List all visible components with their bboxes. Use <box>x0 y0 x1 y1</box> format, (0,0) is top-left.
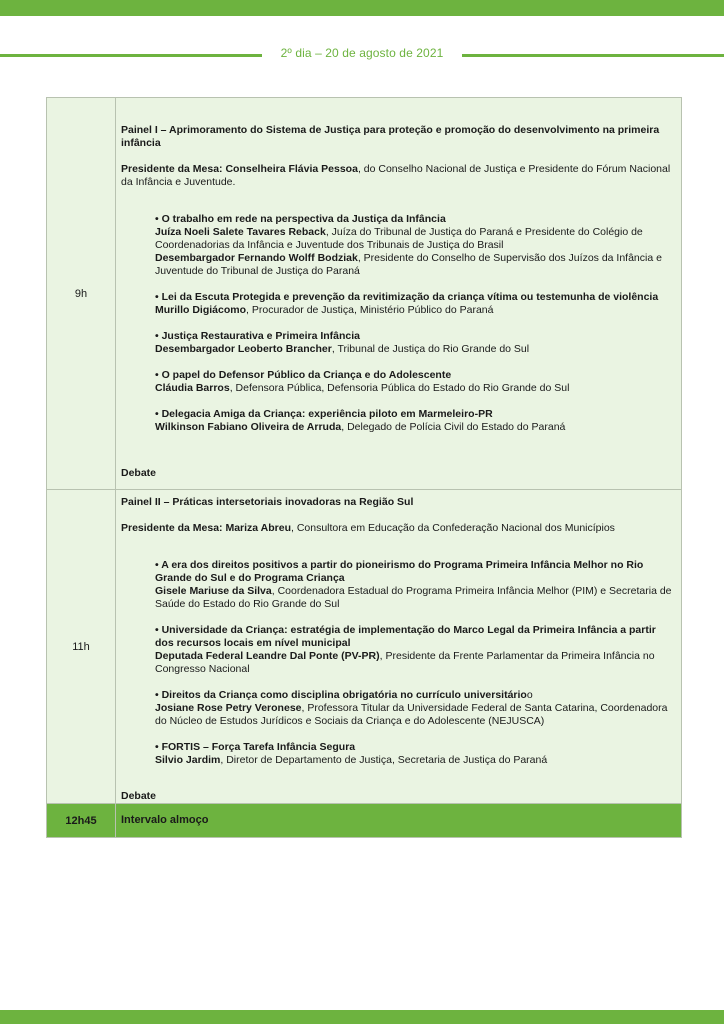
speaker-desc: , Diretor de Departamento de Justiça, Secretaria de Justiça do Paraná <box>220 754 548 766</box>
talk-item: • Universidade da Criança: estratégia de implementação do Marco Legal da Primeira Infância a partir dos recursos locais em nível municipal Deputada Federal Leandre Dal Ponte (PV-PR), Presidente da Frente Parlamentar da Primeira Infância no Congresso Nacional <box>155 624 656 675</box>
talk-item: • FORTIS – Força Tarefa Infância Segura Silvio Jardim, Diretor de Departamento de Justiça, Secretaria de Justiça do Paraná <box>155 741 548 766</box>
talk-title: A era dos direitos positivos a partir do pioneirismo do Programa Primeira Infância Melhor no Rio Grande do Sul e do Programa Criança <box>155 559 644 584</box>
talk-list <box>121 213 673 434</box>
bottom-accent-bar <box>0 1010 724 1024</box>
talk-title-tail: o <box>526 689 533 701</box>
top-accent-bar <box>0 0 724 16</box>
speaker-desc: , Juíza do Tribunal de Justiça do Paraná e Presidente do Colégio de Coordenadorias da Infância e Juventude dos Tribunais de Justiça do Brasil <box>155 225 643 251</box>
talk-title: Universidade da Criança: estratégia de implementação do Marco Legal da Primeira Infância a partir dos recursos locais em nível municipal <box>155 624 656 649</box>
speaker-desc: , Presidente do Conselho de Supervisão dos Juízos da Infância e Juventude do Tribunal de Justiça do Paraná <box>155 251 662 277</box>
president-desc: , Consultora em Educação da Confederação Nacional dos Municípios <box>291 522 615 534</box>
president-name: Presidente da Mesa: Conselheira Flávia Pessoa <box>121 162 358 175</box>
panel-president <box>121 163 673 189</box>
talk-item: • O trabalho em rede na perspectiva da Justiça da Infância Juíza Noeli Salete Tavares Reback, Juíza do Tribunal de Justiça do Paraná e Presidente do Colégio de Coordenadorias da Infância e Juventude dos Tribunais de Justiça do Brasil Desembargador Fernando Wolff Bodziak, Presidente do Conselho de Supervisão dos Juízos da Infância e Juventude do Tribunal de Justiça do Paraná <box>155 212 662 277</box>
schedule-row-panel-2 <box>47 490 682 804</box>
header-rule-left <box>0 54 262 57</box>
page-header-date: 2º dia – 20 de agosto de 2021 <box>280 46 444 60</box>
lunch-time: 12h45 <box>47 804 116 838</box>
talk-item: • Justiça Restaurativa e Primeira Infância Desembargador Leoberto Brancher, Tribunal de Justiça do Rio Grande do Sul <box>155 329 530 355</box>
speaker-desc: , Defensora Pública, Defensoria Pública do Estado do Rio Grande do Sul <box>229 381 570 394</box>
speaker-desc: , Coordenadora Estadual do Programa Primeira Infância Melhor (PIM) e Secretaria de Saúde do Estado do Rio Grande do Sul <box>155 585 672 610</box>
talk-item: • Lei da Escuta Protegida e prevenção da revitimização da criança vítima ou testemunha de violência Murillo Digiácomo, Procurador de Justiça, Ministério Público do Paraná <box>155 290 659 316</box>
speaker-desc: , Presidente da Frente Parlamentar da Primeira Infância no Congresso Nacional <box>155 650 655 675</box>
speaker-name: Silvio Jardim <box>155 754 221 766</box>
panel-title: Painel II – Práticas intersetoriais inovadoras na Região Sul <box>121 496 414 508</box>
schedule-row-panel-1 <box>47 98 682 490</box>
talk-item: • Direitos da Criança como disciplina obrigatória no currículo universitárioo Josiane Rose Petry Veronese, Professora Titular da Universidade Federal de Santa Catarina, Coordenadora do Núcleo de Estudos Jurídicos e Sociais da Criança e do Adolescente (NEJUSCA) <box>155 689 668 727</box>
schedule-table <box>46 97 682 838</box>
panel-title: Painel I – Aprimoramento do Sistema de Justiça para proteção e promoção do desenvolvimento na primeira infância <box>121 123 660 149</box>
lunch-label: Intervalo almoço <box>116 804 682 838</box>
row-content <box>116 98 682 490</box>
talk-list <box>121 559 673 767</box>
president-desc: , do Conselho Nacional de Justiça e Presidente do Fórum Nacional da Infância e Juventude. <box>121 162 671 188</box>
talk-title: Direitos da Criança como disciplina obrigatória no currículo universitário <box>161 689 527 701</box>
speaker-desc: , Delegado de Polícia Civil do Estado do Paraná <box>341 420 566 433</box>
schedule-row-lunch <box>47 804 682 838</box>
row-time: 9h <box>47 98 116 490</box>
talk-item: • A era dos direitos positivos a partir do pioneirismo do Programa Primeira Infância Melhor no Rio Grande do Sul e do Programa Criança Gisele Mariuse da Silva, Coordenadora Estadual do Programa Primeira Infância Melhor (PIM) e Secretaria de Saúde do Estado do Rio Grande do Sul <box>155 559 672 610</box>
president-name: Presidente da Mesa: Mariza Abreu <box>121 522 291 534</box>
talk-title: FORTIS – Força Tarefa Infância Segura <box>161 741 356 753</box>
speaker-name: Murillo Digiácomo <box>155 303 247 316</box>
speaker-desc: , Professora Titular da Universidade Federal de Santa Catarina, Coordenadora do Núcleo de Estudos Jurídicos e Sociais da Criança e do Adolescente (NEJUSCA) <box>155 702 668 727</box>
speaker-name: Gisele Mariuse da Silva <box>155 585 272 597</box>
speaker-name: Juíza Noeli Salete Tavares Reback <box>155 225 326 238</box>
speaker-name: Cláudia Barros <box>155 381 230 394</box>
talk-title: Justiça Restaurativa e Primeira Infância <box>161 329 361 342</box>
debate-label: Debate <box>121 466 157 479</box>
talk-title: Delegacia Amiga da Criança: experiência piloto em Marmeleiro-PR <box>161 407 493 420</box>
talk-title: O trabalho em rede na perspectiva da Justiça da Infância <box>161 212 446 225</box>
row-content <box>116 490 682 804</box>
speaker-desc: , Tribunal de Justiça do Rio Grande do Sul <box>331 342 530 355</box>
speaker-name: Desembargador Leoberto Brancher <box>155 342 332 355</box>
speaker-name: Josiane Rose Petry Veronese <box>155 702 302 714</box>
speaker-desc: , Procurador de Justiça, Ministério Público do Paraná <box>246 303 494 316</box>
panel-president <box>121 522 673 535</box>
talk-item: • Delegacia Amiga da Criança: experiência piloto em Marmeleiro-PR Wilkinson Fabiano Oliveira de Arruda, Delegado de Polícia Civil do Estado do Paraná <box>155 407 566 433</box>
talk-title: O papel do Defensor Público da Criança e do Adolescente <box>161 368 452 381</box>
talk-item: • O papel do Defensor Público da Criança e do Adolescente Cláudia Barros, Defensora Pública, Defensoria Pública do Estado do Rio Grande do Sul <box>155 368 570 394</box>
header-rule-right <box>462 54 724 57</box>
row-time: 11h <box>47 490 116 804</box>
speaker-name: Wilkinson Fabiano Oliveira de Arruda <box>155 420 342 433</box>
talk-title: Lei da Escuta Protegida e prevenção da revitimização da criança vítima ou testemunha de violência <box>161 290 659 303</box>
speaker-name: Desembargador Fernando Wolff Bodziak <box>155 251 358 264</box>
speaker-name: Deputada Federal Leandre Dal Ponte (PV-PR) <box>155 650 380 662</box>
debate-label: Debate <box>121 790 157 802</box>
